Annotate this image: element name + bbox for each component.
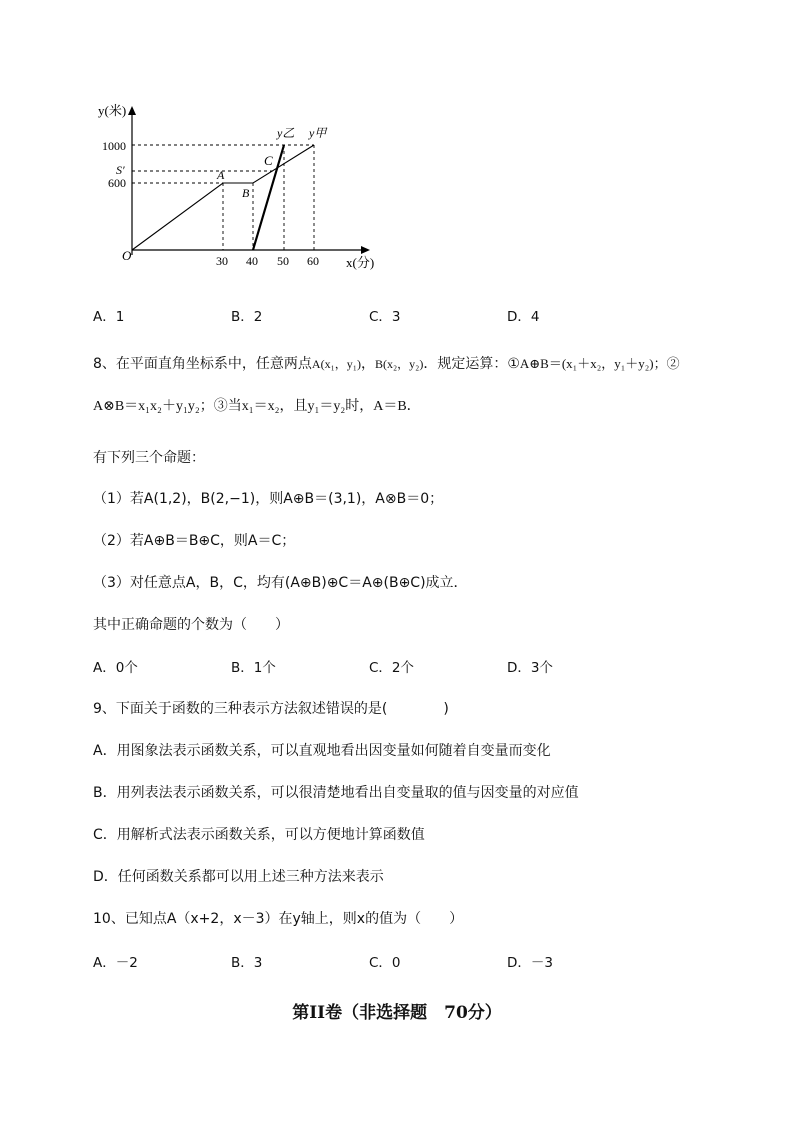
q8-rule-2: A⊗B＝x₁x₂＋y₁y₂；③当x₁＝x₂，且y₁＝y₂时，A＝B． [93,399,421,414]
q9-option-c: C．用解析式法表示函数关系，可以方便地计算函数值 [93,827,425,843]
q8-option-c: C．2个 [369,660,415,676]
q9-question: 9、下面关于函数的三种表示方法叙述错误的是( ) [93,701,449,717]
x-tick-50: 50 [277,254,289,268]
q10-question: 10、已知点A（x+2，x－3）在y轴上，则x的值为（ ） [93,911,464,927]
section-title: 第II卷（非选择题 70分） [292,1003,502,1023]
q10-option-a: A．－2 [93,955,138,971]
distance-time-graph [90,95,400,275]
x-axis-label: x(分) [346,255,375,270]
point-a-label: A [217,168,225,182]
q9-option-d: D．任何函数关系都可以用上述三种方法来表示 [93,869,384,885]
q7-option-d: D．4 [507,309,540,325]
q8-option-a: A．0个 [93,660,138,676]
q10-option-b: B．3 [231,955,263,971]
q8-rule-prefix: ．规定运算：① [423,356,520,372]
q8-question: 其中正确命题的个数为（ ） [93,617,289,633]
point-b-label: B [242,186,250,200]
q8-prop-1: （1）若A(1,2)，B(2,−1)，则A⊕B＝(3,1)，A⊗B＝0； [93,491,444,507]
y-tick-s: S′ [116,163,125,177]
q8-option-d: D．3个 [507,660,553,676]
q7-option-b: B．2 [231,309,263,325]
q8-line-1: 8、在平面直角坐标系中，任意两点A(x₁，y₁)，B(x₂，y₂)．规定运算：①A⊕B＝(x₁＋x₂，y₁＋y₂)；② [93,356,680,372]
origin-label: O [122,248,132,263]
q8-intro: 8、在平面直角坐标系中，任意两点 [93,356,312,372]
q8-props-intro: 有下列三个命题： [93,450,205,466]
x-tick-30: 30 [216,254,228,268]
q7-option-c: C．3 [369,309,401,325]
q8-rule-1: A⊕B＝(x₁＋x₂，y₁＋y₂)；② [519,356,680,371]
q9-option-b: B．用列表法表示函数关系，可以很清楚地看出自变量取的值与因变量的对应值 [93,785,579,801]
x-tick-40: 40 [246,254,258,268]
q8-option-b: B．1个 [231,660,276,676]
q10-option-c: C．0 [369,955,401,971]
y-tick-1000: 1000 [102,139,126,153]
line-yi-label: y乙 [277,126,295,140]
point-c-label: C [264,153,273,168]
q9-option-a: A．用图象法表示函数关系，可以直观地看出因变量如何随着自变量而变化 [93,743,551,759]
line-jia-label: y甲 [309,126,327,140]
q8-point-a: A(x₁，y₁) [311,357,361,371]
q8-prop-2: （2）若A⊕B＝B⊕C，则A＝C； [93,533,296,549]
y-axis-label: y(米) [98,103,127,118]
q7-option-a: A．1 [93,309,125,325]
q10-option-d: D．－3 [507,955,553,971]
x-tick-60: 60 [307,254,319,268]
q8-prop-3: （3）对任意点A，B，C，均有(A⊕B)⊕C＝A⊕(B⊕C)成立． [93,575,468,591]
y-tick-600: 600 [108,176,126,190]
q8-point-b: B(x₂，y₂) [374,357,424,371]
